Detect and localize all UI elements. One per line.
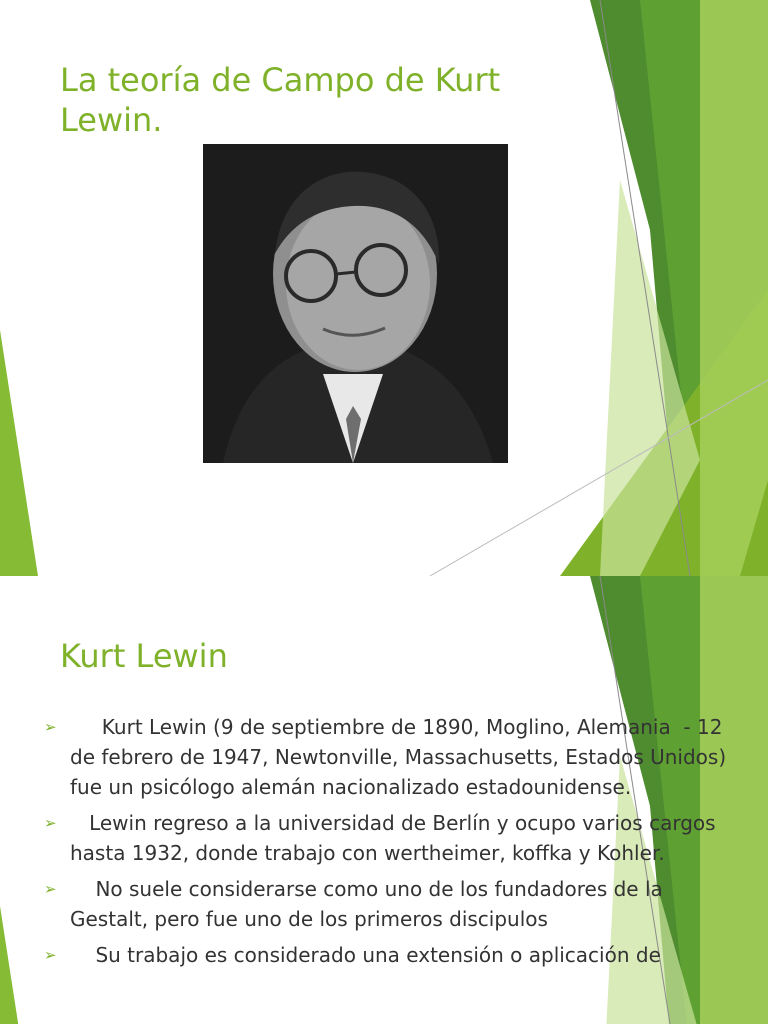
list-item [44, 874, 734, 934]
arrow-bullet-icon: ➢ [44, 814, 57, 832]
bullet-text: Su trabajo es considerado una extensión o aplicación de [70, 943, 661, 967]
arrow-bullet-icon: ➢ [44, 946, 57, 964]
list-item [44, 940, 734, 970]
slide-title: Kurt Lewin [60, 637, 228, 675]
bullet-list [44, 712, 734, 976]
arrow-bullet-icon: ➢ [44, 718, 57, 736]
arrow-bullet-icon: ➢ [44, 880, 57, 898]
bullet-text: No suele considerarse como uno de los fundadores de la Gestalt, pero fue uno de los primeros discipulos [70, 877, 670, 931]
slide-title: La teoría de Campo de Kurt Lewin. [60, 61, 501, 139]
bullet-text: Lewin regreso a la universidad de Berlín y ocupo varios cargos hasta 1932, donde trabajo con wertheimer, koffka y Kohler. [70, 811, 722, 865]
list-item [44, 808, 734, 868]
portrait-photo [203, 144, 508, 463]
list-item [44, 712, 734, 802]
bullet-text: Kurt Lewin (9 de septiembre de 1890, Moglino, Alemania - 12 de febrero de 1947, Newtonville, Massachusetts, Estados Unidos) fue un psicólogo alemán nacionalizado estadounidense. [70, 715, 733, 799]
slide-2 [0, 576, 768, 1024]
